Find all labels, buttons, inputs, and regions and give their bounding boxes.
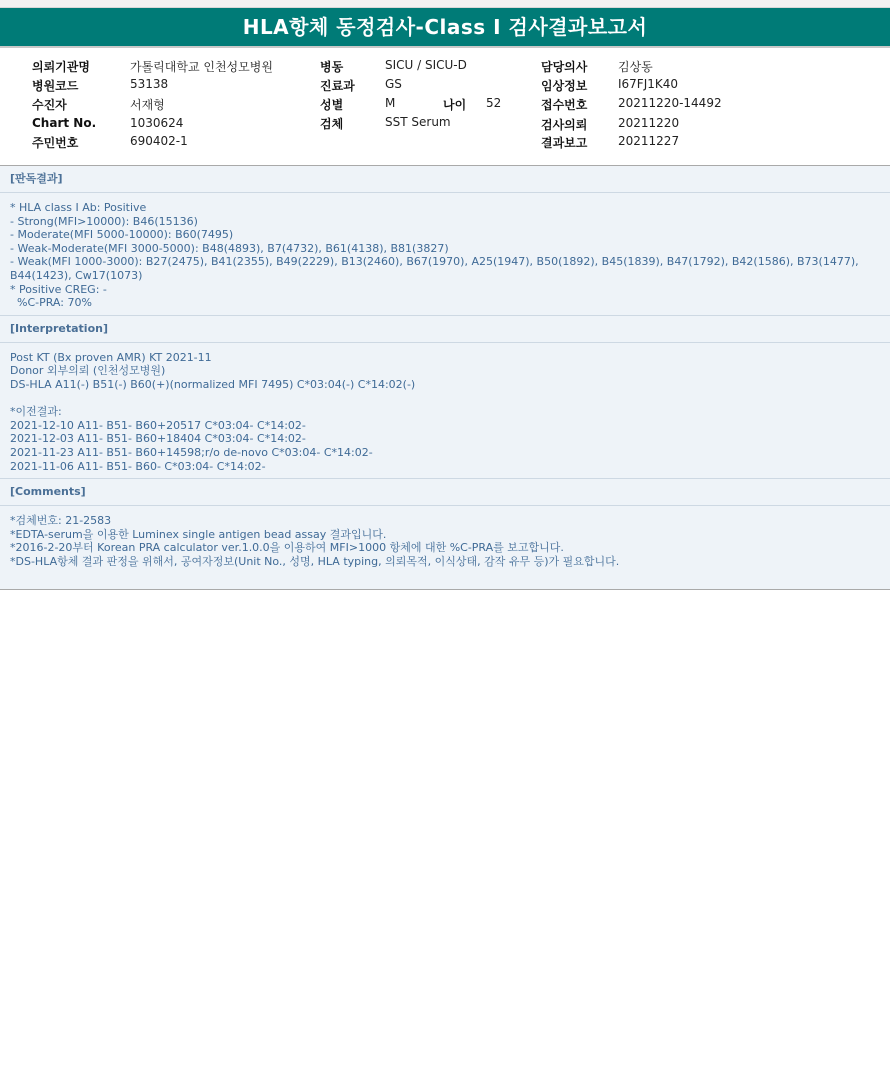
patient-info-panel	[0, 48, 890, 164]
specimen-value: SST Serum	[385, 115, 451, 129]
comment-line: *검체번호: 21-2583	[10, 514, 112, 528]
age-label: 나이	[443, 98, 467, 112]
report-date-label: 결과보고	[541, 136, 588, 150]
comment-line: *DS-HLA항체 결과 판정을 위해서, 공여자정보(Unit No., 성명, HLA typing, 의뢰목적, 이식상태, 감작 유무 등)가 필요합니다.	[10, 554, 620, 568]
interpretation-line: 2021-12-03 A11- B51- B60+18404 C*03:04- C*14:02-	[10, 432, 306, 446]
blank-line	[10, 392, 880, 406]
clinical-info-value: I67FJ1K40	[618, 77, 679, 91]
department-value: GS	[385, 77, 402, 91]
ward-value: SICU / SICU-D	[385, 58, 467, 72]
result-line: - Moderate(MFI 5000-10000): B60(7495)	[10, 228, 234, 242]
chart-no-value: 1030624	[130, 116, 184, 130]
institution-label: 의뢰기관명	[32, 60, 90, 74]
interpretation-line: 2021-11-23 A11- B51- B60+14598;r/o de-novo C*03:04- C*14:02-	[10, 445, 373, 459]
interpretation-line: Post KT (Bx proven AMR) KT 2021-11	[10, 350, 212, 364]
institution-value: 가톨릭대학교 인천성모병원	[130, 60, 273, 74]
hospital-code-label: 병원코드	[32, 79, 79, 93]
result-line: - Weak(MFI 1000-3000): B27(2475), B41(2355), B49(2229), B13(2460), B67(1970), A25(1947), B50(1892), B45(1839), B47(1792), B42(1586), B73(1477), B44(1423), Cw17(1073)	[10, 255, 859, 282]
ward-label: 병동	[320, 60, 344, 74]
resident-no-value: 690402-1	[130, 134, 188, 148]
department-label: 진료과	[320, 79, 355, 93]
interpretation-line: 2021-12-10 A11- B51- B60+20517 C*03:04- C*14:02-	[10, 418, 306, 432]
chart-no-label: Chart No.	[32, 116, 97, 130]
interpretation-line: Donor 외부의뢰 (인천성모병원)	[10, 364, 166, 378]
top-strip	[0, 0, 890, 8]
hospital-code-value: 53138	[130, 77, 169, 91]
report-body	[0, 165, 890, 590]
comment-line: *2016-2-20부터 Korean PRA calculator ver.1.0.0을 이용하여 MFI>1000 항체에 대한 %C-PRA를 보고합니다.	[10, 541, 564, 555]
report-date-value: 20211227	[618, 134, 680, 148]
result-line: %C-PRA: 70%	[10, 296, 92, 310]
report-title: HLA항체 동정검사-Class I 검사결과보고서	[0, 8, 890, 48]
sex-label: 성별	[320, 98, 344, 112]
interpretation-section-body	[0, 343, 890, 479]
specimen-label: 검체	[320, 117, 344, 131]
result-line: * HLA class I Ab: Positive	[10, 201, 147, 214]
clinical-info-label: 임상정보	[541, 79, 588, 93]
result-line: - Weak-Moderate(MFI 3000-5000): B48(4893), B7(4732), B61(4138), B81(3827)	[10, 241, 449, 255]
comments-section-body	[0, 506, 890, 573]
result-line: * Positive CREG: -	[10, 282, 107, 296]
result-section-header: [판독결과]	[0, 166, 890, 193]
interpretation-line: *이전결과:	[10, 405, 62, 419]
interpretation-section-header: [Interpretation]	[0, 316, 890, 343]
request-date-label: 검사의뢰	[541, 118, 588, 132]
sex-value: M	[385, 96, 396, 110]
comments-section-header: [Comments]	[0, 479, 890, 506]
age-value: 52	[486, 96, 502, 110]
result-line: - Strong(MFI>10000): B46(15136)	[10, 214, 198, 228]
receipt-no-value: 20211220-14492	[618, 96, 722, 110]
result-section-body	[0, 193, 890, 316]
interpretation-line: 2021-11-06 A11- B51- B60- C*03:04- C*14:02-	[10, 459, 266, 473]
recipient-label: 수진자	[32, 98, 67, 112]
doctor-value: 김상동	[618, 60, 653, 74]
request-date-value: 20211220	[618, 116, 680, 130]
comment-line: *EDTA-serum을 이용한 Luminex single antigen bead assay 결과입니다.	[10, 527, 387, 541]
doctor-label: 담당의사	[541, 60, 588, 74]
resident-no-label: 주민번호	[32, 136, 79, 150]
recipient-value: 서재형	[130, 98, 165, 112]
interpretation-line: DS-HLA A11(-) B51(-) B60(+)(normalized MFI 7495) C*03:04(-) C*14:02(-)	[10, 377, 416, 391]
receipt-no-label: 접수번호	[541, 98, 588, 112]
